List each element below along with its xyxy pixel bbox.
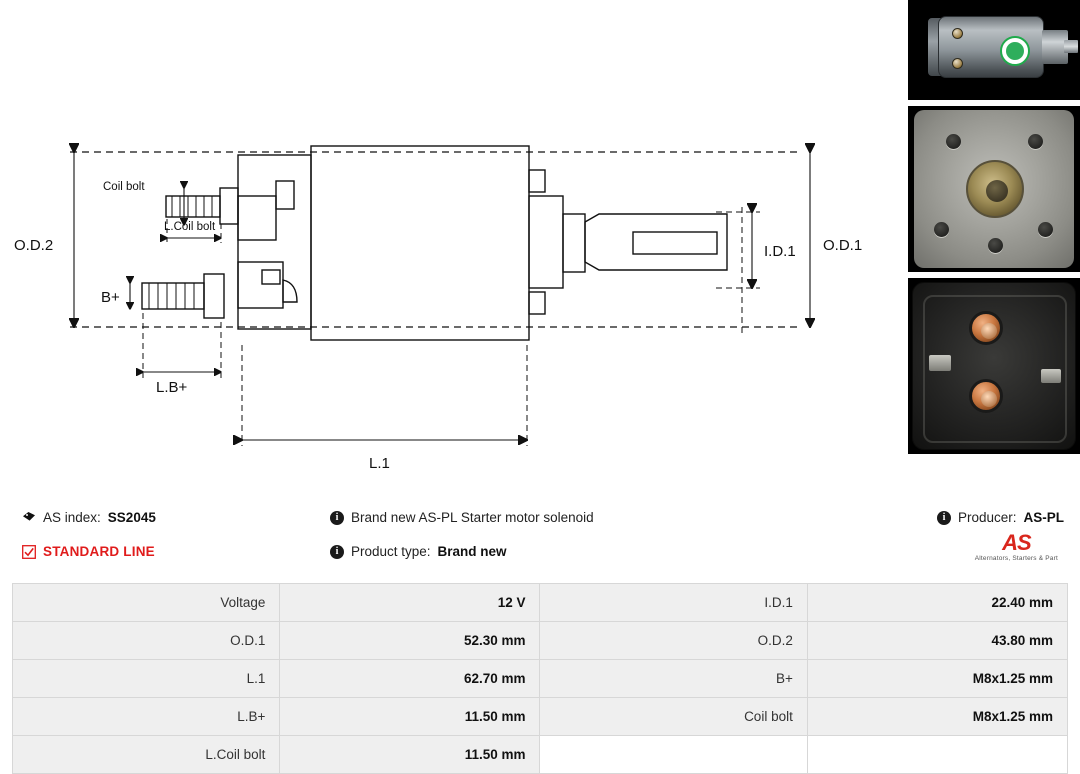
spec-value: 11.50 mm bbox=[280, 736, 540, 774]
dim-label-lbplus: L.B+ bbox=[156, 379, 188, 396]
table-row bbox=[13, 622, 1068, 660]
terminal-tab-left bbox=[929, 355, 951, 371]
description-row bbox=[330, 508, 750, 528]
product-type-value: Brand new bbox=[437, 544, 507, 559]
info-icon: i bbox=[937, 511, 951, 525]
spec-key: L.Coil bolt bbox=[13, 736, 280, 774]
logo-mark: AS bbox=[1002, 530, 1031, 555]
spec-key: O.D.2 bbox=[540, 622, 807, 660]
spec-key: O.D.1 bbox=[13, 622, 280, 660]
photo-solenoid-terminal-face[interactable] bbox=[908, 278, 1080, 454]
spec-value: 11.50 mm bbox=[280, 698, 540, 736]
photo-solenoid-side-view[interactable] bbox=[908, 0, 1080, 100]
flange-hole bbox=[1028, 134, 1043, 149]
dim-label-id1: I.D.1 bbox=[764, 243, 796, 260]
spec-key: B+ bbox=[540, 660, 807, 698]
plunger-boss bbox=[966, 160, 1024, 218]
product-photo-column bbox=[900, 0, 1080, 480]
dim-label-od2: O.D.2 bbox=[14, 237, 54, 254]
dim-label-bplus: B+ bbox=[101, 289, 120, 306]
spec-value: 22.40 mm bbox=[807, 584, 1067, 622]
dim-label-od1: O.D.1 bbox=[823, 237, 863, 254]
dim-label-coil-bolt: Coil bolt bbox=[103, 181, 145, 193]
info-column-left bbox=[22, 508, 322, 576]
description-text: Brand new AS-PL Starter motor solenoid bbox=[351, 510, 594, 525]
spec-key: Voltage bbox=[13, 584, 280, 622]
producer-value: AS-PL bbox=[1023, 510, 1064, 525]
mounting-flange bbox=[914, 110, 1074, 268]
spec-value: M8x1.25 mm bbox=[807, 698, 1067, 736]
info-icon: i bbox=[330, 545, 344, 559]
spec-empty-cell bbox=[807, 736, 1067, 774]
table-row bbox=[13, 698, 1068, 736]
table-row bbox=[13, 736, 1068, 774]
spec-key: I.D.1 bbox=[540, 584, 807, 622]
as-pl-logo bbox=[975, 532, 1058, 562]
terminal-post-bplus bbox=[969, 311, 1003, 345]
terminal-tab-right bbox=[1041, 369, 1061, 383]
info-column-middle bbox=[330, 508, 750, 576]
standard-line-label: STANDARD LINE bbox=[43, 544, 155, 559]
spec-key: Coil bolt bbox=[540, 698, 807, 736]
spec-key: L.B+ bbox=[13, 698, 280, 736]
flange-hole bbox=[946, 134, 961, 149]
terminal-post-coil bbox=[969, 379, 1003, 413]
table-row bbox=[13, 660, 1068, 698]
product-type-label: Product type: bbox=[351, 544, 431, 559]
as-index-label: AS index: bbox=[43, 510, 101, 525]
dim-label-l-coil-bolt: L.Coil bolt bbox=[164, 221, 216, 233]
spec-value: 52.30 mm bbox=[280, 622, 540, 660]
flange-hole bbox=[934, 222, 949, 237]
info-icon: i bbox=[330, 511, 344, 525]
spec-value: 12 V bbox=[280, 584, 540, 622]
product-seal-icon bbox=[1000, 36, 1030, 66]
solenoid-terminal-top bbox=[952, 28, 963, 39]
dim-label-l1: L.1 bbox=[369, 455, 390, 472]
product-type-row bbox=[330, 542, 750, 562]
standard-line-row bbox=[22, 542, 322, 562]
flange-hole bbox=[1038, 222, 1053, 237]
producer-row bbox=[744, 508, 1064, 528]
spec-empty-cell bbox=[540, 736, 807, 774]
terminal-face bbox=[912, 282, 1076, 450]
spec-value: 43.80 mm bbox=[807, 622, 1067, 660]
as-index-row bbox=[22, 508, 322, 528]
check-box-icon bbox=[22, 545, 36, 559]
spec-value: 62.70 mm bbox=[280, 660, 540, 698]
producer-label: Producer: bbox=[957, 510, 1017, 525]
as-index-value: SS2045 bbox=[107, 510, 156, 525]
logo-subtitle: Alternators, Starters & Part bbox=[974, 555, 1058, 562]
spec-key: L.1 bbox=[13, 660, 280, 698]
table-row bbox=[13, 584, 1068, 622]
tag-icon bbox=[22, 511, 36, 525]
product-info-strip bbox=[0, 498, 1080, 576]
specification-table bbox=[12, 583, 1068, 774]
photo-solenoid-front-flange[interactable] bbox=[908, 106, 1080, 272]
solenoid-plunger-shaft bbox=[1064, 40, 1078, 53]
solenoid-terminal-bottom bbox=[952, 58, 963, 69]
flange-hole bbox=[988, 238, 1003, 253]
spec-value: M8x1.25 mm bbox=[807, 660, 1067, 698]
